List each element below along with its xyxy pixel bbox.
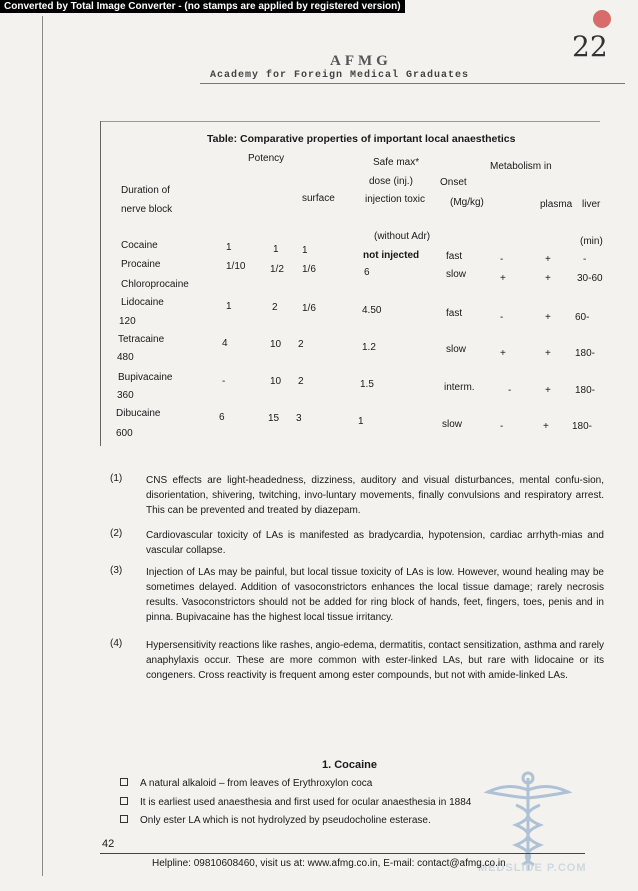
plasma-value: - — [500, 254, 504, 265]
liver-value: + — [545, 273, 551, 284]
drug-name: Procaine — [121, 259, 161, 270]
note-number: (3) — [110, 565, 123, 576]
surface-value: 1/6 — [302, 303, 316, 314]
dose-value: 4.50 — [362, 305, 382, 316]
header-potency: Potency — [248, 153, 285, 164]
potency-value: 10 — [270, 376, 282, 387]
header-duration: Duration of — [121, 185, 170, 196]
surface-value: 2 — [298, 339, 304, 350]
surface-value: 1/6 — [302, 264, 316, 275]
potency-value: 1/10 — [226, 261, 246, 272]
brand-subtitle: Academy for Foreign Medical Graduates — [210, 70, 470, 81]
potency-value: 1 — [226, 301, 232, 312]
plasma-value: + — [500, 273, 506, 284]
duration-value: 30-60 — [577, 273, 603, 284]
liver-value: + — [545, 312, 551, 323]
helpline-footer: Helpline: 09810608460, visit us at: www.afmg.co.in, E-mail: contact@afmg.co.in — [152, 858, 506, 869]
potency-value: 15 — [268, 413, 280, 424]
header-mgkg: (Mg/kg) — [450, 197, 484, 208]
potency-value: 10 — [270, 339, 282, 350]
surface-value: 2 — [298, 376, 304, 387]
onset-value: slow — [446, 344, 467, 355]
drug-name: Chloroprocaine — [121, 279, 189, 290]
handwritten-page-number: 22 — [572, 30, 608, 63]
potency-value: 4 — [222, 338, 228, 349]
table-left-rule — [100, 121, 101, 446]
plasma-value: - — [508, 385, 512, 396]
footer-rule — [100, 853, 585, 854]
surface-value: 1 — [302, 245, 308, 256]
duration-value: 180- — [572, 421, 593, 432]
bullet-text: A natural alkaloid – from leaves of Erythroxylon coca — [140, 778, 373, 789]
converter-banner: Converted by Total Image Converter - (no stamps are applied by registered version) — [0, 0, 405, 13]
duration-value: 180- — [575, 385, 596, 396]
note-text: Cardiovascular toxicity of LAs is manifested as bradycardia, hypotension, cardiac arrhyth-mias and vascular collapse. — [146, 530, 604, 556]
onset-value: fast — [446, 251, 463, 262]
dose-value: 1 — [358, 416, 364, 427]
onset-value: slow — [442, 419, 463, 430]
header-injection-toxic: injection toxic — [365, 194, 426, 205]
drug-name: Lidocaine — [121, 297, 164, 308]
bullet-text: It is earliest used anaesthesia and first used for ocular anaesthesia in 1884 — [140, 797, 472, 808]
note-text: Injection of LAs may be painful, but local tissue toxicity of LAs is low. However, wound healing may be sometimes delayed. Addition of vasoconstrictors enhances the local tissue damage; rarely necrosis results. Vasoconstrictors should not be added for ring block of hands, feet, fingers, toes, penis and in pinna. Bupivacaine has the highest local tissue irritancy. — [146, 567, 604, 623]
surface-value: 3 — [296, 413, 302, 424]
section-title: 1. Cocaine — [322, 759, 378, 771]
liver-value: + — [543, 421, 549, 432]
liver-value: + — [545, 348, 551, 359]
dose-value: 1.2 — [362, 342, 376, 353]
duration-value: 60- — [575, 312, 590, 323]
plasma-value: + — [500, 348, 506, 359]
checkbox-icon — [120, 815, 128, 823]
header-liver: liver — [582, 199, 601, 210]
drug-name: Dibucaine — [116, 408, 161, 419]
duration-value: 600 — [116, 428, 133, 439]
header-nerve-block: nerve block — [121, 204, 173, 215]
watermark: MEDSLIDE P.COM — [478, 862, 587, 874]
potency-value: 2 — [272, 302, 278, 313]
brand-logo: AFMG — [330, 53, 392, 69]
dose-value: not injected — [363, 250, 420, 261]
header-min: (min) — [580, 236, 603, 247]
header-surface: surface — [302, 193, 335, 204]
potency-value: 1/2 — [270, 264, 284, 275]
note-number: (2) — [110, 528, 123, 539]
checkbox-icon — [120, 797, 128, 805]
checkbox-icon — [120, 778, 128, 786]
header-rule — [200, 83, 625, 84]
onset-value: fast — [446, 308, 463, 319]
header-without-adr: (without Adr) — [374, 231, 431, 242]
duration-value: 480 — [117, 352, 134, 363]
onset-value: interm. — [444, 382, 475, 393]
note-number: (1) — [110, 473, 123, 484]
note-text: CNS effects are light-headedness, dizziness, auditory and visual disturbances, mental confu-sion, disorientation, shivering, twitching, invo-luntary movements, finally convulsions and respiratory arrest. This can be prevented and treated by diazepam. — [146, 475, 604, 516]
drug-name: Cocaine — [121, 240, 158, 251]
bullet-text: Only ester LA which is not hydrolyzed by pseudocholine esterase. — [140, 815, 431, 826]
bullet-item — [120, 815, 431, 826]
duration-value: 120 — [119, 316, 136, 327]
table-top-rule — [100, 121, 600, 122]
potency-value: 1 — [226, 242, 232, 253]
table-title: Table: Comparative properties of important local anaesthetics — [207, 133, 516, 145]
header-plasma: plasma — [540, 199, 573, 210]
potency-value: 1 — [273, 244, 279, 255]
plasma-value: - — [500, 421, 504, 432]
potency-value: 6 — [219, 412, 225, 423]
duration-value: - — [583, 254, 587, 265]
liver-value: + — [545, 254, 551, 265]
header-dose: dose (inj.) — [369, 176, 413, 187]
liver-value: + — [545, 385, 551, 396]
seal-stamp — [593, 10, 611, 28]
bullet-item — [120, 797, 471, 808]
header-onset: Onset — [440, 177, 467, 188]
drug-name: Bupivacaine — [118, 372, 173, 383]
note-text: Hypersensitivity reactions like rashes, angio-edema, dermatitis, contact sensitization, asthma and rarely anaphylaxis occur. These are more common with ester-linked LAs, but rare with lidocaine or its congeners. Cross reactivity is frequent among ester compounds, but not with amide-linked LAs. — [146, 640, 604, 681]
header-metabolism: Metabolism in — [490, 161, 552, 172]
page-number: 42 — [102, 838, 115, 850]
dose-value: 1.5 — [360, 379, 374, 390]
duration-value: 360 — [117, 390, 134, 401]
binding-edge — [42, 16, 43, 876]
header-safe-max: Safe max* — [373, 157, 420, 168]
drug-name: Tetracaine — [118, 334, 165, 345]
dose-value: 6 — [364, 267, 370, 278]
duration-value: 180- — [575, 348, 596, 359]
bullet-item — [120, 778, 372, 789]
plasma-value: - — [500, 312, 504, 323]
onset-value: slow — [446, 269, 467, 280]
potency-value: - — [222, 376, 226, 387]
note-number: (4) — [110, 638, 123, 649]
